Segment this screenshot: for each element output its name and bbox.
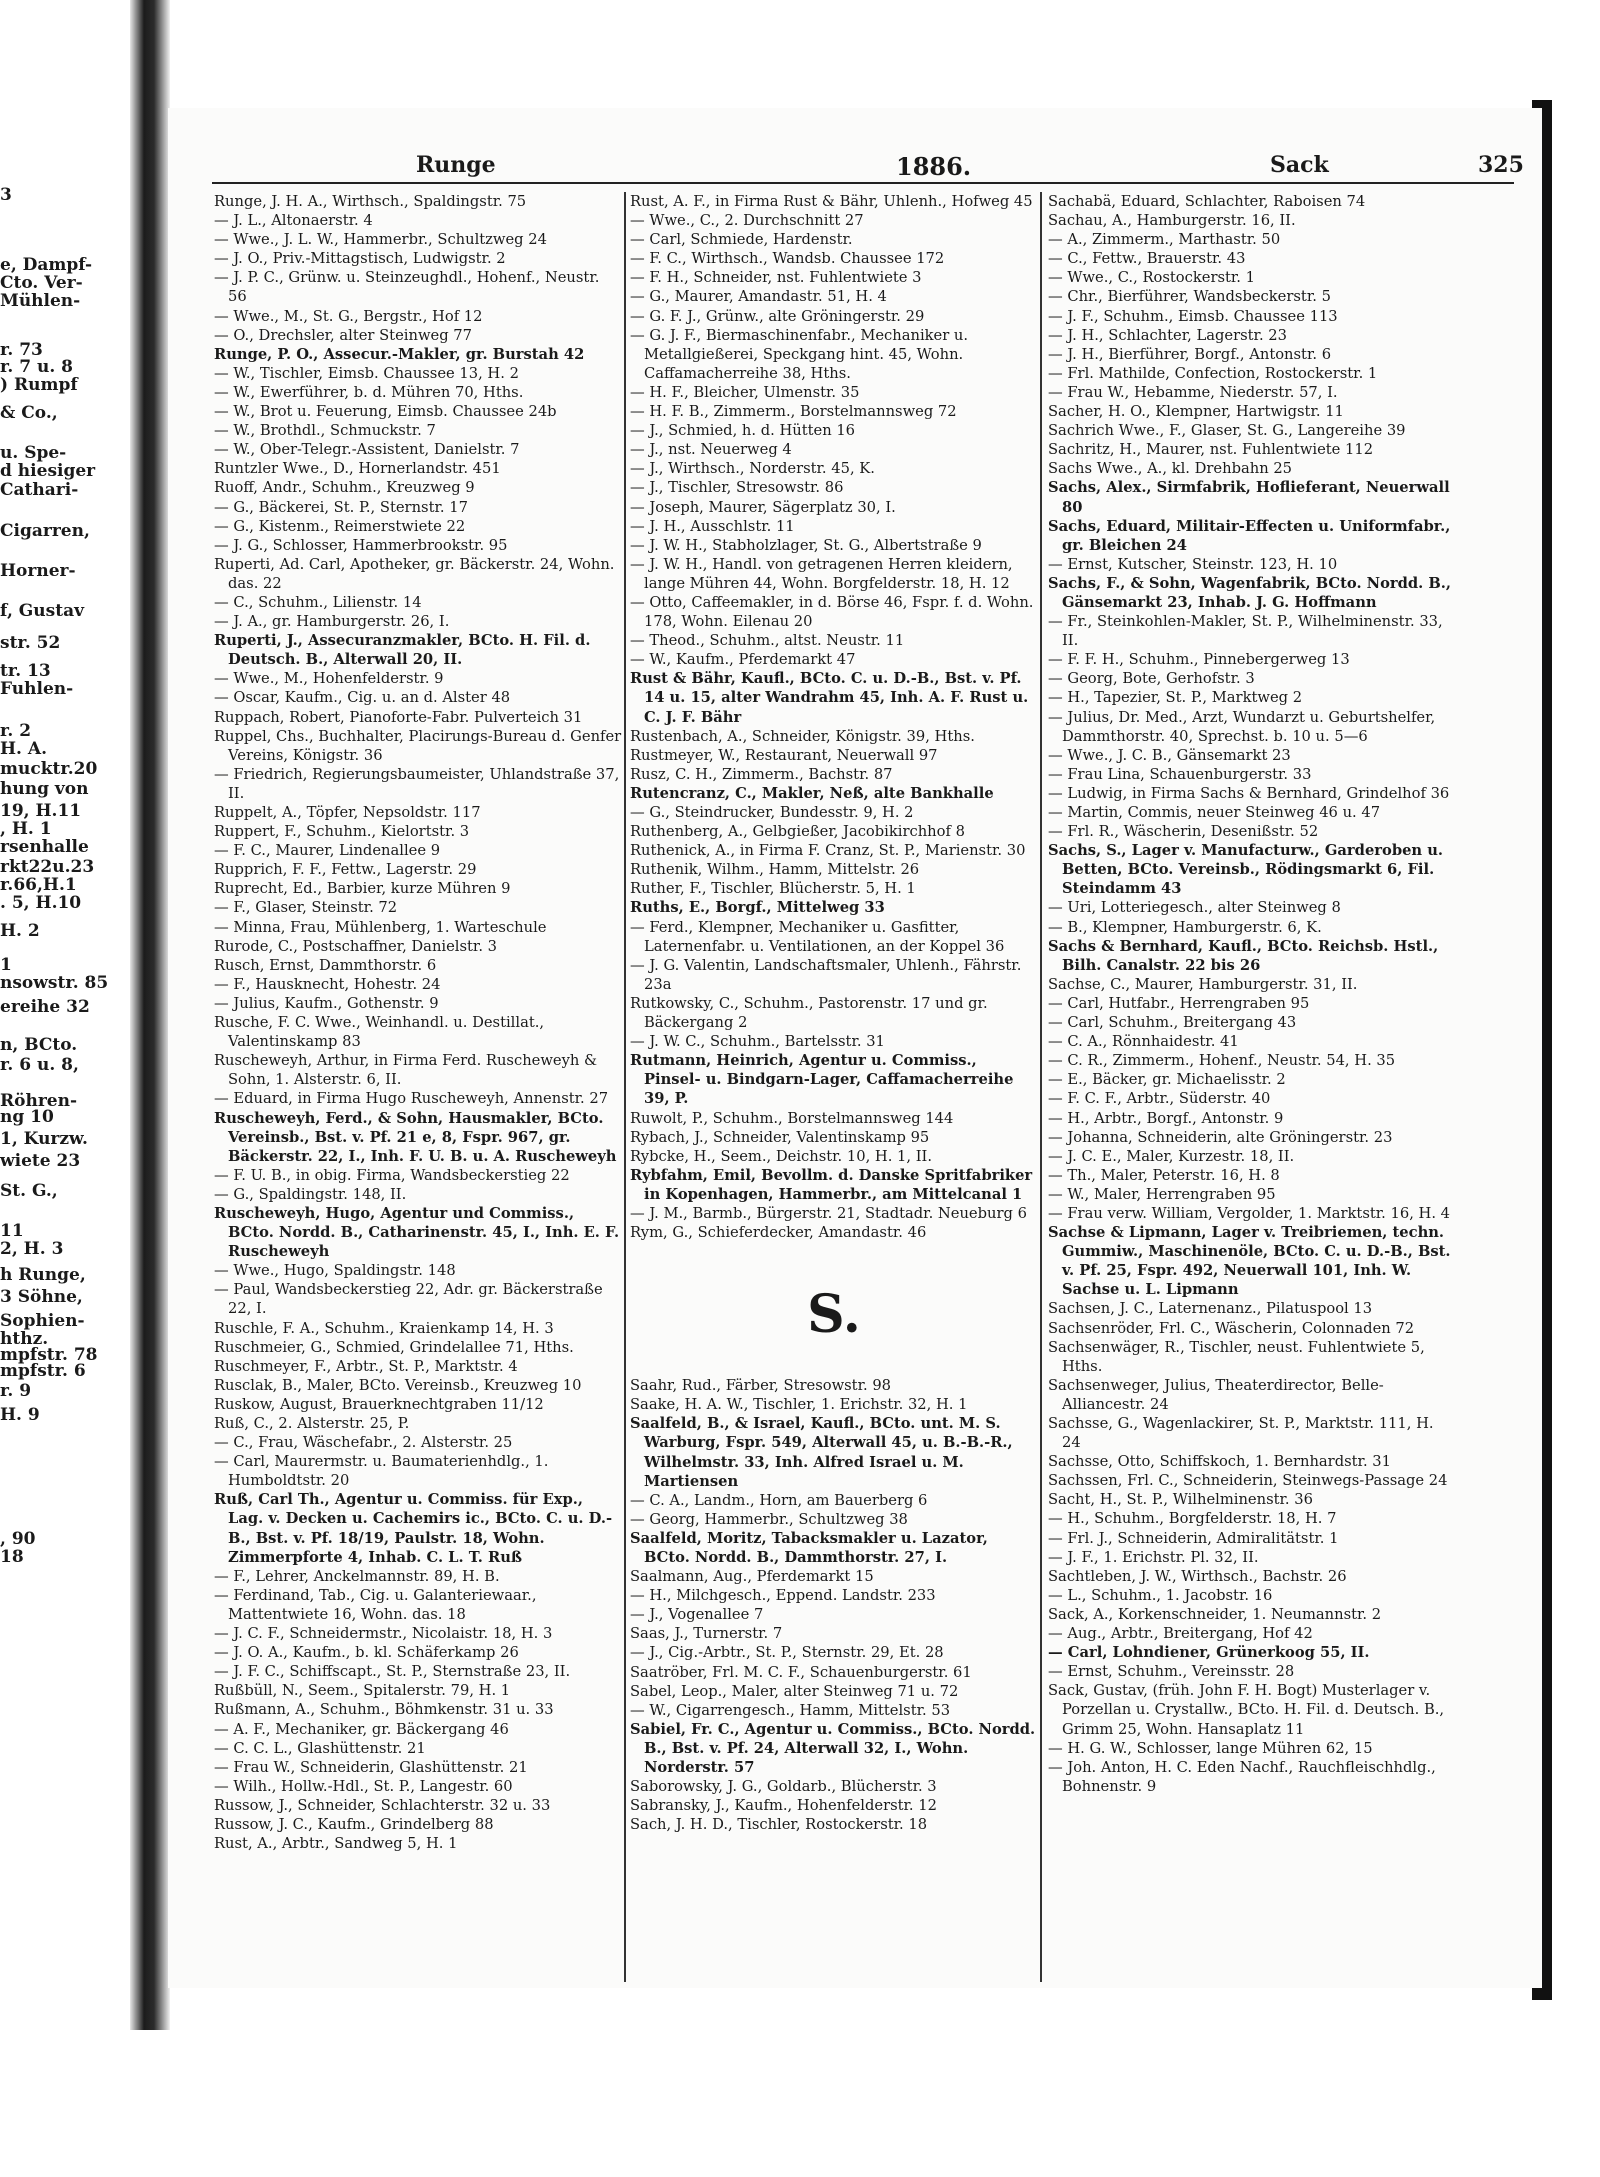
directory-entry: Sachssen, Frl. C., Schneiderin, Steinwegs-Passage 24 xyxy=(1048,1472,1448,1490)
directory-entry: — Theod., Schuhm., altst. Neustr. 11 xyxy=(630,632,905,650)
directory-entry: Rust, A., Arbtr., Sandweg 5, H. 1 xyxy=(214,1835,458,1853)
previous-page-fragment: 1 xyxy=(0,955,12,975)
directory-entry: — J. C. E., Maler, Kurzestr. 18, II. xyxy=(1048,1147,1295,1165)
directory-entry: — H., Arbtr., Borgf., Antonstr. 9 xyxy=(1048,1109,1284,1127)
directory-entry: — A., Zimmerm., Marthastr. 50 xyxy=(1048,231,1281,249)
directory-entry: Sachsenwäger, R., Tischler, neust. Fuhlentwiete 5, Hths. xyxy=(1048,1338,1425,1375)
directory-entry: — G. J. F., Biermaschinenfabr., Mechaniker u. Metallgießerei, Speckgang hint. 45, Wohn. Caffamacherreihe 38, Hths. xyxy=(630,326,969,382)
previous-page-fragment: r. 9 xyxy=(0,1381,32,1401)
previous-page-fragment: r. 6 u. 8, xyxy=(0,1055,79,1075)
directory-entry: Sachrich Wwe., F., Glaser, St. G., Langereihe 39 xyxy=(1048,422,1406,440)
directory-entry: — J., nst. Neuerweg 4 xyxy=(630,441,792,459)
directory-entry: — Ernst, Kutscher, Steinstr. 123, H. 10 xyxy=(1048,555,1338,573)
directory-entry: — Friedrich, Regierungsbaumeister, Uhlandstraße 37, II. xyxy=(214,765,620,802)
previous-page-fragment: rsenhalle xyxy=(0,837,89,857)
directory-entry: — F., Hausknecht, Hohestr. 24 xyxy=(214,975,441,993)
directory-entry: — W., Cigarrengesch., Hamm, Mittelstr. 53 xyxy=(630,1701,951,1719)
directory-entry: — G., Maurer, Amandastr. 51, H. 4 xyxy=(630,288,887,306)
directory-entry: — Frau verw. William, Vergolder, 1. Marktstr. 16, H. 4 xyxy=(1048,1204,1451,1222)
directory-entry: — Wwe., M., Hohenfelderstr. 9 xyxy=(214,670,444,688)
directory-entry: Ruscheweyh, Arthur, in Firma Ferd. Ruscheweyh & Sohn, 1. Alsterstr. 6, II. xyxy=(214,1052,598,1089)
header-left-keyword: Runge xyxy=(416,152,496,178)
previous-page-fragment: rkt22u.23 xyxy=(0,857,95,877)
directory-entry: — J., Vogenallee 7 xyxy=(630,1606,764,1624)
directory-entry: — Frl. J., Schneiderin, Admiralitätstr. 1 xyxy=(1048,1529,1339,1547)
directory-entry: — W., Maler, Herrengraben 95 xyxy=(1048,1185,1276,1203)
directory-entry: Ruperti, Ad. Carl, Apotheker, gr. Bäckerstr. 24, Wohn. das. 22 xyxy=(214,555,615,592)
directory-entry: — Frau W., Schneiderin, Glashüttenstr. 21 xyxy=(214,1758,528,1776)
directory-entry: Rusche, F. C. Wwe., Weinhandl. u. Destillat., Valentinskamp 83 xyxy=(214,1014,545,1051)
directory-entry: Rupprich, F. F., Fettw., Lagerstr. 29 xyxy=(214,861,477,879)
directory-entry: — F. F. H., Schuhm., Pinnebergerweg 13 xyxy=(1048,651,1350,669)
directory-entry: — J. P. C., Grünw. u. Steinzeughdl., Hohenf., Neustr. 56 xyxy=(214,269,600,306)
previous-page-fragment: Horner- xyxy=(0,561,76,581)
directory-entry: — G. F. J., Grünw., alte Gröningerstr. 29 xyxy=(630,307,925,325)
directory-entry: Saalfeld, B., & Israel, Kaufl., BCto. unt. M. S. Warburg, Fspr. 549, Alterwall 45, u. B.-B.-R., Wilhelmstr. 33, Inh. Alfred Israel u. M. Martiensen xyxy=(630,1415,1013,1490)
directory-entry: Rybach, J., Schneider, Valentinskamp 95 xyxy=(630,1128,930,1146)
directory-entry: — Joh. Anton, H. C. Eden Nachf., Rauchfleischhdlg., Bohnenstr. 9 xyxy=(1048,1758,1436,1795)
directory-entry: — J. O. A., Kaufm., b. kl. Schäferkamp 26 xyxy=(214,1644,519,1662)
directory-page xyxy=(168,108,1542,1988)
directory-entry: — Carl, Maurermstr. u. Baumaterienhdlg., 1. Humboldtstr. 20 xyxy=(214,1453,549,1490)
directory-entry: Sachsenweger, Julius, Theaterdirector, Belle-Alliancestr. 24 xyxy=(1048,1376,1384,1413)
directory-entry: Sachse & Lipmann, Lager v. Treibriemen, techn. Gummiw., Maschinenöle, BCto. C. u. D.-B., Bst. v. Pf. 25, Fspr. 492, Neuerwall 101, Inh. W. Sachse u. L. Lipmann xyxy=(1048,1224,1451,1299)
previous-page-fragment: H. 2 xyxy=(0,921,40,941)
directory-entry: — Minna, Frau, Mühlenberg, 1. Warteschule xyxy=(214,918,547,936)
directory-entry: Sachs, Alex., Sirmfabrik, Hoflieferant, Neuerwall 80 xyxy=(1048,479,1450,516)
directory-entry: — F., Lehrer, Anckelmannstr. 89, H. B. xyxy=(214,1567,500,1585)
previous-page-fragment: St. G., xyxy=(0,1181,58,1201)
directory-entry: — Ludwig, in Firma Sachs & Bernhard, Grindelhof 36 xyxy=(1048,784,1450,802)
directory-entry: Sabel, Leop., Maler, alter Steinweg 71 u. 72 xyxy=(630,1682,959,1700)
previous-page-fragment: 2, H. 3 xyxy=(0,1239,64,1259)
directory-entry: — H., Tapezier, St. P., Marktweg 2 xyxy=(1048,689,1303,707)
directory-entry: — Ferd., Klempner, Mechaniker u. Gasfitter, Laternenfabr. u. Ventilationen, an der Koppel 36 xyxy=(630,918,1005,955)
previous-page-fragment: Cathari- xyxy=(0,480,79,500)
directory-entry: — J., Wirthsch., Norderstr. 45, K. xyxy=(630,460,875,478)
directory-entry: Sachse, C., Maurer, Hamburgerstr. 31, II. xyxy=(1048,975,1358,993)
directory-entry: — O., Drechsler, alter Steinweg 77 xyxy=(214,326,472,344)
directory-entry: — J. L., Altonaerstr. 4 xyxy=(214,212,373,230)
directory-entry: — J. C. F., Schneidermstr., Nicolaistr. 18, H. 3 xyxy=(214,1625,553,1643)
directory-entry: — J. W. H., Stabholzlager, St. G., Albertstraße 9 xyxy=(630,536,982,554)
directory-entry: Rust & Bähr, Kaufl., BCto. C. u. D.-B., Bst. v. Pf. 14 u. 15, alter Wandrahm 45, Inh. A. F. Rust u. C. J. F. Bähr xyxy=(630,670,1029,726)
previous-page-fragment: . 5, H.10 xyxy=(0,893,82,913)
directory-entry: Rust, A. F., in Firma Rust & Bähr, Uhlenh., Hofweg 45 xyxy=(630,193,1033,210)
header-rule xyxy=(212,182,1514,184)
directory-entry: — Carl, Hutfabr., Herrengraben 95 xyxy=(1048,994,1310,1012)
previous-page-fragment: n, BCto. xyxy=(0,1035,78,1055)
directory-entry: — H. G. W., Schlosser, lange Mühren 62, 15 xyxy=(1048,1739,1373,1757)
directory-entry: — A. F., Mechaniker, gr. Bäckergang 46 xyxy=(214,1720,509,1738)
previous-page-fragment: Mühlen- xyxy=(0,291,81,311)
directory-entry: — C. C. L., Glashüttenstr. 21 xyxy=(214,1739,426,1757)
previous-page-fragment: , 90 xyxy=(0,1529,36,1549)
directory-entry: — J. H., Schlachter, Lagerstr. 23 xyxy=(1048,326,1287,344)
directory-entry: Rußbüll, N., Seem., Spitalerstr. 79, H. 1 xyxy=(214,1682,511,1700)
directory-entry: Rusclak, B., Maler, BCto. Vereinsb., Kreuzweg 10 xyxy=(214,1376,582,1394)
directory-entry: — C. A., Rönnhaidestr. 41 xyxy=(1048,1033,1239,1051)
directory-entry: Sach, J. H. D., Tischler, Rostockerstr. 18 xyxy=(630,1816,928,1834)
directory-entry: — W., Ewerführer, b. d. Mühren 70, Hths. xyxy=(214,383,524,401)
directory-entry: Rutmann, Heinrich, Agentur u. Commiss., Pinsel- u. Bindgarn-Lager, Caffamacherreihe 39, P. xyxy=(630,1052,1014,1108)
directory-entry: — Wwe., M., St. G., Bergstr., Hof 12 xyxy=(214,307,483,325)
directory-entry: Sachau, A., Hamburgerstr. 16, II. xyxy=(1048,212,1296,230)
previous-page-fragment: f, Gustav xyxy=(0,601,84,621)
directory-entry: — J. F. C., Schiffscapt., St. P., Sternstraße 23, II. xyxy=(214,1663,571,1681)
previous-page-fragment: 18 xyxy=(0,1547,24,1567)
directory-entry: Ruscheweyh, Hugo, Agentur und Commiss., BCto. Nordd. B., Catharinenstr. 45, I., Inh. E. F. Ruscheweyh xyxy=(214,1204,620,1261)
directory-entry: — G., Spaldingstr. 148, II. xyxy=(214,1185,407,1203)
previous-page-fragment: Cto. Ver- xyxy=(0,273,83,293)
directory-entry: — Ferdinand, Tab., Cig. u. Galanteriewaar., Mattentwiete 16, Wohn. das. 18 xyxy=(214,1586,537,1623)
directory-entry: Saas, J., Turnerstr. 7 xyxy=(630,1625,783,1643)
directory-entry: — W., Brot u. Feuerung, Eimsb. Chaussee 24b xyxy=(214,403,557,421)
directory-entry: — W., Tischler, Eimsb. Chaussee 13, H. 2 xyxy=(214,364,519,382)
directory-entry: — J., Schmied, h. d. Hütten 16 xyxy=(630,422,856,440)
directory-entry: — Martin, Commis, neuer Steinweg 46 u. 47 xyxy=(1048,804,1381,821)
header-year: 1886. xyxy=(896,152,972,181)
directory-entry: — J. F., Schuhm., Eimsb. Chaussee 113 xyxy=(1048,307,1338,325)
previous-page-fragment: , H. 1 xyxy=(0,819,52,839)
directory-entry: Ruprecht, Ed., Barbier, kurze Mühren 9 xyxy=(214,880,511,898)
directory-entry: — Georg, Hammerbr., Schultzweg 38 xyxy=(630,1510,908,1528)
previous-page-fragment: r. 73 xyxy=(0,340,43,360)
directory-entry: Runge, J. H. A., Wirthsch., Spaldingstr. 75 xyxy=(214,193,527,210)
previous-page-fragment: hung von xyxy=(0,779,89,799)
directory-entry: Sachritz, H., Maurer, nst. Fuhlentwiete 112 xyxy=(1048,441,1374,459)
directory-entry: — Oscar, Kaufm., Cig. u. an d. Alster 48 xyxy=(214,689,511,707)
directory-entry: — G., Kistenm., Reimerstwiete 22 xyxy=(214,517,466,535)
directory-entry: Rusch, Ernst, Dammthorstr. 6 xyxy=(214,956,437,974)
directory-entry: Saake, H. A. W., Tischler, 1. Erichstr. 32, H. 1 xyxy=(630,1396,968,1414)
directory-entry: Rutkowsky, C., Schuhm., Pastorenstr. 17 und gr. Bäckergang 2 xyxy=(630,994,988,1032)
directory-entry: Ruthenik, Wilhm., Hamm, Mittelstr. 26 xyxy=(630,861,920,879)
directory-entry: Saalfeld, Moritz, Tabacksmakler u. Lazator, BCto. Nordd. B., Dammthorstr. 27, I. xyxy=(630,1529,988,1566)
directory-entry: Rutencranz, C., Makler, Neß, alte Bankhalle xyxy=(630,784,994,802)
directory-entry: — Julius, Dr. Med., Arzt, Wundarzt u. Geburtshelfer, Dammthorstr. 40, Sprechst. b. 10 u. 5—6 xyxy=(1048,708,1436,745)
previous-page-fragment: Cigarren, xyxy=(0,521,90,541)
page-header xyxy=(216,152,1524,182)
directory-entry: — Aug., Arbtr., Breitergang, Hof 42 xyxy=(1048,1625,1313,1643)
directory-entry: — F. C., Wirthsch., Wandsb. Chaussee 172 xyxy=(630,250,945,268)
directory-entry: — Wilh., Hollw.-Hdl., St. P., Langestr. 60 xyxy=(214,1777,513,1795)
directory-entry: Sacht, H., St. P., Wilhelminenstr. 36 xyxy=(1048,1491,1313,1509)
previous-page-fragment: u. Spe- xyxy=(0,443,67,463)
directory-entry: Sachs Wwe., A., kl. Drehbahn 25 xyxy=(1048,460,1293,478)
directory-entry: Sack, Gustav, (früh. John F. H. Bogt) Musterlager v. Porzellan u. Crystallw., BCto. H. Fil. d. Deutsch. B., Grimm 25, Wohn. Hansaplatz 11 xyxy=(1048,1682,1445,1738)
column-3 xyxy=(1048,192,1456,1796)
previous-page-fragment: ng 10 xyxy=(0,1107,54,1127)
directory-entry: — J. H., Ausschlstr. 11 xyxy=(630,517,795,535)
directory-entry: Rußmann, A., Schuhm., Böhmkenstr. 31 u. 33 xyxy=(214,1701,554,1719)
directory-entry: — J. G., Schlosser, Hammerbrookstr. 95 xyxy=(214,536,508,554)
directory-entry: — J., Cig.-Arbtr., St. P., Sternstr. 29, Et. 28 xyxy=(630,1644,944,1662)
directory-entry: Rustmeyer, W., Restaurant, Neuerwall 97 xyxy=(630,746,938,764)
directory-entry: — W., Kaufm., Pferdemarkt 47 xyxy=(630,651,856,669)
directory-entry: — Otto, Caffeemakler, in d. Börse 46, Fspr. f. d. Wohn. 178, Wohn. Eilenau 20 xyxy=(630,593,1034,631)
directory-entry: — Frl. Mathilde, Confection, Rostockerstr. 1 xyxy=(1048,364,1378,382)
directory-entry: Ruoff, Andr., Schuhm., Kreuzweg 9 xyxy=(214,479,475,497)
directory-entry: Sack, A., Korkenschneider, 1. Neumannstr. 2 xyxy=(1048,1605,1382,1623)
previous-page-fragment: mpfstr. 6 xyxy=(0,1361,86,1381)
directory-entry: Rybfahm, Emil, Bevollm. d. Danske Spritfabriker in Kopenhagen, Hammerbr., am Mittelcanal 1 xyxy=(630,1166,1033,1203)
column-divider xyxy=(624,192,626,1982)
directory-entry: Ruther, F., Tischler, Blücherstr. 5, H. 1 xyxy=(630,880,916,898)
previous-page-fragment: mucktr.20 xyxy=(0,759,98,779)
directory-entry: Ruskow, August, Brauerknechtgraben 11/12 xyxy=(214,1395,544,1413)
directory-entry: Sachsse, Otto, Schiffskoch, 1. Bernhardstr. 31 xyxy=(1048,1453,1391,1471)
directory-entry: — Johanna, Schneiderin, alte Gröningerstr. 23 xyxy=(1048,1128,1393,1146)
previous-page-fragment: tr. 13 xyxy=(0,661,51,681)
column-divider xyxy=(1040,192,1042,1982)
previous-page-fragment: 11 xyxy=(0,1221,24,1241)
directory-entry: — Chr., Bierführer, Wandsbeckerstr. 5 xyxy=(1048,288,1331,306)
directory-entry: Ruß, C., 2. Alsterstr. 25, P. xyxy=(214,1415,410,1432)
directory-entry: Sachsse, G., Wagenlackirer, St. P., Marktstr. 111, H. 24 xyxy=(1048,1415,1434,1452)
previous-page-fragment: Röhren- xyxy=(0,1091,78,1111)
directory-entry: — C. R., Zimmerm., Hohenf., Neustr. 54, H. 35 xyxy=(1048,1052,1396,1070)
previous-page-fragment: r. 7 u. 8 xyxy=(0,357,74,377)
directory-entry: Sabiel, Fr. C., Agentur u. Commiss., BCto. Nordd. B., Bst. v. Pf. 24, Alterwall 32, I., Wohn. Norderstr. 57 xyxy=(630,1720,1036,1777)
directory-entry: Runtzler Wwe., D., Hornerlandstr. 451 xyxy=(214,460,501,478)
directory-entry: — Frau W., Hebamme, Niederstr. 57, I. xyxy=(1048,383,1338,401)
previous-page-fragment: ) Rumpf xyxy=(0,375,78,395)
previous-page-fragment: 3 Söhne, xyxy=(0,1287,83,1307)
directory-entry: — Frau Lina, Schauenburgerstr. 33 xyxy=(1048,765,1312,783)
directory-entry: — J. A., gr. Hamburgerstr. 26, I. xyxy=(214,613,450,631)
section-letter: S. xyxy=(807,1284,861,1346)
directory-entry: — C., Fettw., Brauerstr. 43 xyxy=(1048,250,1246,268)
directory-entry: Rustenbach, A., Schneider, Königstr. 39, Hths. xyxy=(630,727,975,745)
directory-entry: Sabransky, J., Kaufm., Hohenfelderstr. 12 xyxy=(630,1797,937,1815)
previous-page-edge xyxy=(0,0,140,2030)
directory-entry: — H., Milchgesch., Eppend. Landstr. 233 xyxy=(630,1587,936,1605)
directory-entry: Ruppach, Robert, Pianoforte-Fabr. Pulverteich 31 xyxy=(214,708,583,726)
directory-entry: Ruscheweyh, Ferd., & Sohn, Hausmakler, BCto. Vereinsb., Bst. v. Pf. 21 e, 8, Fspr. 967, gr. Bäckerstr. 22, I., Inh. F. U. B. u. A. Ruscheweyh xyxy=(214,1109,617,1165)
directory-entry: Russow, J., Schneider, Schlachterstr. 32 u. 33 xyxy=(214,1796,551,1814)
previous-page-fragment: hthz. xyxy=(0,1329,49,1349)
previous-page-fragment: Sophien- xyxy=(0,1311,85,1331)
directory-entry: — F. C. F., Arbtr., Süderstr. 40 xyxy=(1048,1090,1271,1108)
directory-entry: Ruppel, Chs., Buchhalter, Placirungs-Bureau d. Genfer Vereins, Königstr. 36 xyxy=(214,727,622,764)
directory-entry: — G., Steindrucker, Bundesstr. 9, H. 2 xyxy=(630,804,914,821)
previous-page-fragment: r.66,H.1 xyxy=(0,875,77,895)
directory-entry: — Ernst, Schuhm., Vereinsstr. 28 xyxy=(1048,1663,1295,1681)
directory-entry: Sachtleben, J. W., Wirthsch., Bachstr. 26 xyxy=(1048,1567,1347,1585)
directory-entry: Ruschmeier, G., Schmied, Grindelallee 71, Hths. xyxy=(214,1338,574,1356)
directory-entry: Ruths, E., Borgf., Mittelweg 33 xyxy=(630,899,885,917)
directory-entry: Rym, G., Schieferdecker, Amandastr. 46 xyxy=(630,1224,927,1242)
previous-page-fragment: Fuhlen- xyxy=(0,679,74,699)
directory-entry: — H., Schuhm., Borgfelderstr. 18, H. 7 xyxy=(1048,1510,1337,1528)
directory-entry: — Frl. R., Wäscherin, Desenißstr. 52 xyxy=(1048,823,1319,841)
directory-entry: — F. C., Maurer, Lindenallee 9 xyxy=(214,842,441,860)
directory-entry: Ruwolt, P., Schuhm., Borstelmannsweg 144 xyxy=(630,1109,954,1127)
directory-entry: — Wwe., C., 2. Durchschnitt 27 xyxy=(630,212,864,230)
directory-entry: Rybcke, H., Seem., Deichstr. 10, H. 1, II. xyxy=(630,1147,933,1165)
directory-entry: Sachabä, Eduard, Schlachter, Raboisen 74 xyxy=(1048,193,1366,210)
directory-entry: Sachs, Eduard, Militair-Effecten u. Uniformfabr., gr. Bleichen 24 xyxy=(1048,517,1451,554)
previous-page-fragment: d hiesiger xyxy=(0,461,96,481)
directory-entry: Ruperti, J., Assecuranzmakler, BCto. H. Fil. d. Deutsch. B., Alterwall 20, II. xyxy=(214,632,591,669)
directory-entry: Saatröber, Frl. M. C. F., Schauenburgerstr. 61 xyxy=(630,1663,972,1681)
directory-entry: — H. F., Bleicher, Ulmenstr. 35 xyxy=(630,383,860,401)
directory-entry: — C., Schuhm., Lilienstr. 14 xyxy=(214,593,422,611)
directory-entry: — Carl, Schuhm., Breitergang 43 xyxy=(1048,1014,1297,1032)
directory-entry: — J. M., Barmb., Bürgerstr. 21, Stadtadr. Neueburg 6 xyxy=(630,1204,1027,1222)
directory-entry: Sachs, F., & Sohn, Wagenfabrik, BCto. Nordd. B., Gänsemarkt 23, Inhab. J. G. Hoffmann xyxy=(1048,574,1452,611)
directory-entry: — C., Frau, Wäschefabr., 2. Alsterstr. 25 xyxy=(214,1434,513,1452)
directory-entry: — W., Brothdl., Schmuckstr. 7 xyxy=(214,422,436,440)
directory-entry: Rusz, C. H., Zimmerm., Bachstr. 87 xyxy=(630,765,893,783)
directory-entry: Ruschmeyer, F., Arbtr., St. P., Marktstr. 4 xyxy=(214,1357,518,1375)
previous-page-fragment: ereihe 32 xyxy=(0,997,90,1017)
directory-entry: — F. H., Schneider, nst. Fuhlentwiete 3 xyxy=(630,269,922,287)
directory-entry: — Wwe., C., Rostockerstr. 1 xyxy=(1048,269,1255,287)
directory-entry: — W., Ober-Telegr.-Assistent, Danielstr. 7 xyxy=(214,441,520,459)
previous-page-fragment: mpfstr. 78 xyxy=(0,1345,98,1365)
column-2-s-entries xyxy=(630,1376,1038,1834)
directory-entry: — J. H., Bierführer, Borgf., Antonstr. 6 xyxy=(1048,345,1332,363)
directory-entry: — Wwe., Hugo, Spaldingstr. 148 xyxy=(214,1262,456,1280)
directory-entry: — J. W. C., Schuhm., Bartelsstr. 31 xyxy=(630,1033,885,1051)
previous-page-fragment: nsowstr. 85 xyxy=(0,973,109,993)
previous-page-fragment: & Co., xyxy=(0,403,58,423)
previous-page-fragment: H. A. xyxy=(0,739,48,759)
directory-entry: Saborowsky, J. G., Goldarb., Blücherstr. 3 xyxy=(630,1778,937,1796)
directory-entry: — Th., Maler, Peterstr. 16, H. 8 xyxy=(1048,1166,1280,1184)
directory-entry: — Wwe., J. L. W., Hammerbr., Schultzweg 24 xyxy=(214,231,547,249)
directory-entry: — B., Klempner, Hamburgerstr. 6, K. xyxy=(1048,918,1322,936)
directory-entry: — Wwe., J. C. B., Gänsemarkt 23 xyxy=(1048,746,1291,764)
previous-page-fragment: 1, Kurzw. xyxy=(0,1129,88,1149)
book-gutter xyxy=(130,0,170,2030)
directory-entry: Ruthenick, A., in Firma F. Cranz, St. P., Marienstr. 30 xyxy=(630,842,1026,860)
column-2 xyxy=(630,192,1038,1834)
previous-page-fragment: wiete 23 xyxy=(0,1151,81,1171)
directory-entry: — F. U. B., in obig. Firma, Wandsbeckerstieg 22 xyxy=(214,1166,570,1184)
directory-entry: Ruppert, F., Schuhm., Kielortstr. 3 xyxy=(214,823,470,841)
directory-entry: Ruppelt, A., Töpfer, Nepsoldstr. 117 xyxy=(214,804,481,821)
previous-page-fragment: h Runge, xyxy=(0,1265,86,1285)
directory-entry: Sachsenröder, Frl. C., Wäscherin, Colonnaden 72 xyxy=(1048,1319,1415,1337)
directory-entry: — Carl, Lohndiener, Grünerkoog 55, II. xyxy=(1048,1644,1370,1662)
previous-page-fragment: r. 2 xyxy=(0,721,32,741)
directory-entry: — Georg, Bote, Gerhofstr. 3 xyxy=(1048,670,1255,688)
directory-entry: Ruschle, F. A., Schuhm., Kraienkamp 14, H. 3 xyxy=(214,1319,554,1337)
directory-entry: — Julius, Kaufm., Gothenstr. 9 xyxy=(214,994,439,1012)
directory-entry: — J., Tischler, Stresowstr. 86 xyxy=(630,479,844,497)
directory-entry: — F., Glaser, Steinstr. 72 xyxy=(214,899,398,917)
directory-entry: — C. A., Landm., Horn, am Bauerberg 6 xyxy=(630,1491,928,1509)
directory-entry: — E., Bäcker, gr. Michaelisstr. 2 xyxy=(1048,1071,1286,1089)
directory-entry: — H. F. B., Zimmerm., Borstelmannsweg 72 xyxy=(630,403,957,421)
page-number: 325 xyxy=(1478,152,1524,178)
directory-entry: Runge, P. O., Assecur.-Makler, gr. Burstah 42 xyxy=(214,345,585,363)
directory-entry: Russow, J. C., Kaufm., Grindelberg 88 xyxy=(214,1815,494,1833)
directory-entry: — Paul, Wandsbeckerstieg 22, Adr. gr. Bäckerstraße 22, I. xyxy=(214,1281,603,1318)
header-right-keyword: Sack xyxy=(1270,152,1329,178)
directory-entry: Saahr, Rud., Färber, Stresowstr. 98 xyxy=(630,1377,892,1395)
column-1 xyxy=(214,192,622,1853)
previous-page-fragment: 3 xyxy=(0,185,12,205)
directory-entry: Saalmann, Aug., Pferdemarkt 15 xyxy=(630,1568,874,1586)
previous-page-fragment: str. 52 xyxy=(0,633,61,653)
directory-entry: Ruß, Carl Th., Agentur u. Commiss. für Exp., Lag. v. Decken u. Cachemirs ic., BCto. C. u. D.-B., Bst. v. Pf. 18/19, Paulstr. 18, Wohn. Zimmerpforte 4, Inhab. C. L. T. Ruß xyxy=(214,1491,613,1566)
directory-entry: Sachsen, J. C., Laternenanz., Pilatuspool 13 xyxy=(1048,1300,1373,1318)
directory-entry: — Uri, Lotteriegesch., alter Steinweg 8 xyxy=(1048,899,1341,917)
directory-entry: — G., Bäckerei, St. P., Sternstr. 17 xyxy=(214,498,468,516)
directory-entry: — Eduard, in Firma Hugo Ruscheweyh, Annenstr. 27 xyxy=(214,1090,609,1108)
directory-entry: Sachs & Bernhard, Kaufl., BCto. Reichsb. Hstl., Bilh. Canalstr. 22 bis 26 xyxy=(1048,937,1439,974)
directory-entry: Sacher, H. O., Klempner, Hartwigstr. 11 xyxy=(1048,403,1344,421)
previous-page-fragment: 19, H.11 xyxy=(0,801,82,821)
directory-entry: — J. G. Valentin, Landschaftsmaler, Uhlenh., Fährstr. 23a xyxy=(630,956,1022,993)
directory-entry: — J. W. H., Handl. von getragenen Herren kleidern, lange Mühren 44, Wohn. Borgfelderstr. 18, H. 12 xyxy=(630,555,1013,592)
column-2-r-entries xyxy=(630,192,1038,1242)
directory-entry: — J. F., 1. Erichstr. Pl. 32, II. xyxy=(1048,1548,1259,1566)
directory-entry: — L., Schuhm., 1. Jacobstr. 16 xyxy=(1048,1586,1273,1604)
directory-entry: — J. O., Priv.-Mittagstisch, Ludwigstr. 2 xyxy=(214,250,506,268)
directory-entry: Rurode, C., Postschaffner, Danielstr. 3 xyxy=(214,937,498,955)
directory-entry: — Fr., Steinkohlen-Makler, St. P., Wilhelminenstr. 33, II. xyxy=(1048,613,1443,650)
previous-page-fragment: H. 9 xyxy=(0,1405,40,1425)
directory-entry: — Carl, Schmiede, Hardenstr. xyxy=(630,231,853,249)
directory-entry: Sachs, S., Lager v. Manufacturw., Garderoben u. Betten, BCto. Vereinsb., Rödingsmarkt 6, Fil. Steindamm 43 xyxy=(1048,842,1444,898)
directory-entry: — Joseph, Maurer, Sägerplatz 30, I. xyxy=(630,498,896,516)
previous-page-fragment: e, Dampf- xyxy=(0,255,93,275)
directory-entry: Ruthenberg, A., Gelbgießer, Jacobikirchhof 8 xyxy=(630,823,965,841)
